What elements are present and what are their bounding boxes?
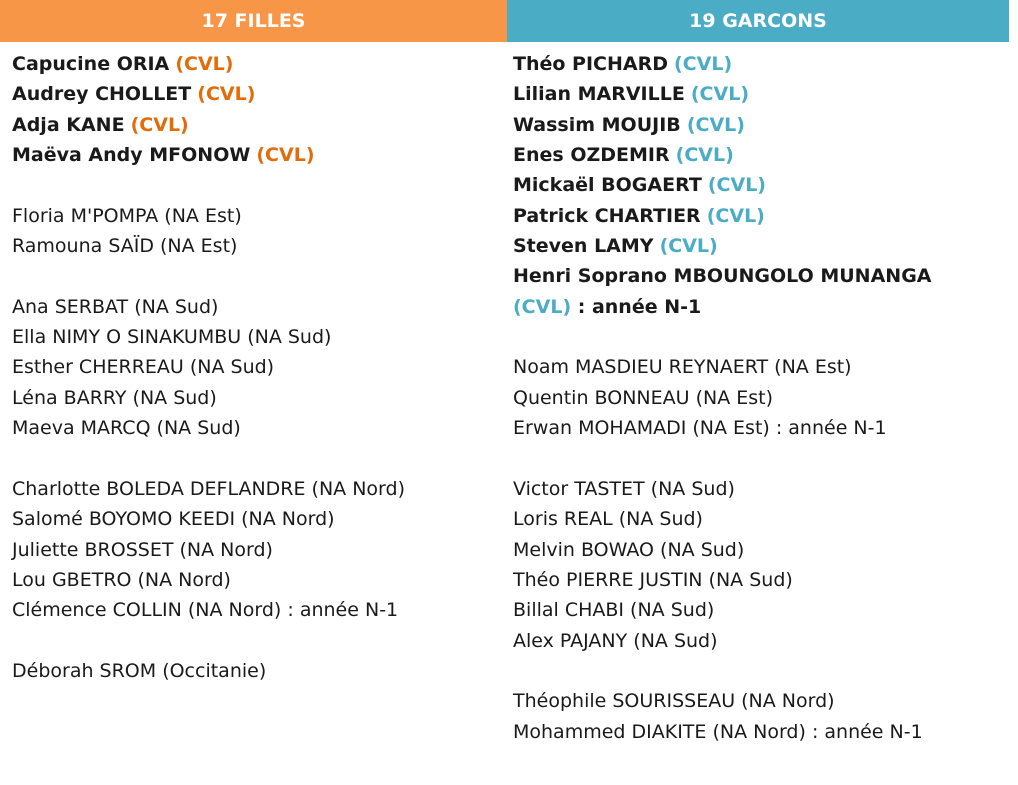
list-item: Billal CHABI (NA Sud) bbox=[513, 599, 715, 622]
boys-cvl-item bbox=[513, 110, 1003, 140]
list-item: Noam MASDIEU REYNAERT (NA Est) bbox=[513, 356, 852, 379]
boys-header-title: 19 GARCONS bbox=[689, 10, 827, 32]
list-item: Ella NIMY O SINAKUMBU (NA Sud) bbox=[12, 326, 332, 349]
name: Lilian MARVILLE bbox=[513, 83, 685, 106]
name: Enes OZDEMIR bbox=[513, 144, 670, 167]
name: Audrey CHOLLET bbox=[12, 83, 192, 106]
list-item: Mohammed DIAKITE (NA Nord) : année N-1 bbox=[513, 720, 923, 743]
name: Théo PICHARD bbox=[513, 53, 668, 75]
list-item: Victor TASTET (NA Sud) bbox=[513, 477, 735, 500]
list-item: Lou GBETRO (NA Nord) bbox=[12, 568, 231, 591]
list-item: Floria M'POMPA (NA Est) bbox=[12, 204, 242, 227]
cvl-tag: (CVL) bbox=[659, 235, 718, 258]
list-item: Ramouna SAÏD (NA Est) bbox=[12, 235, 238, 258]
name: Adja KANE bbox=[12, 113, 125, 136]
list-item: Théophile SOURISSEAU (NA Nord) bbox=[513, 690, 835, 713]
list-item: Salomé BOYOMO KEEDI (NA Nord) bbox=[12, 508, 335, 531]
list-item: Léna BARRY (NA Sud) bbox=[12, 386, 217, 409]
boys-cvl-item bbox=[513, 140, 1003, 170]
spacer bbox=[513, 322, 1003, 352]
list-item: Clémence COLLIN (NA Nord) : année N-1 bbox=[12, 599, 399, 622]
name: Wassim MOUJIB bbox=[513, 113, 681, 136]
girls-cvl-item bbox=[12, 140, 502, 170]
boys-cvl-item bbox=[513, 170, 1003, 200]
boys-cvl-item-tag bbox=[513, 292, 1003, 322]
list-item: Loris REAL (NA Sud) bbox=[513, 508, 703, 531]
list-item: Erwan MOHAMADI (NA Est) : année N-1 bbox=[513, 417, 887, 440]
cvl-tag: (CVL) bbox=[197, 83, 256, 106]
list-item: Charlotte BOLEDA DEFLANDRE (NA Nord) bbox=[12, 477, 405, 500]
name: Capucine ORIA bbox=[12, 53, 170, 75]
boys-cvl-item bbox=[513, 49, 1003, 79]
girls-cvl-item bbox=[12, 79, 502, 109]
spacer bbox=[12, 261, 502, 291]
list-item: Juliette BROSSET (NA Nord) bbox=[12, 538, 273, 561]
spacer bbox=[12, 626, 502, 656]
spacer bbox=[513, 656, 1003, 686]
boys-cvl-item-name: Henri Soprano MBOUNGOLO MUNANGA bbox=[513, 265, 932, 288]
girls-header bbox=[0, 0, 507, 42]
list-item: Théo PIERRE JUSTIN (NA Sud) bbox=[513, 568, 793, 591]
cvl-tag: (CVL) bbox=[175, 53, 234, 75]
cvl-tag: (CVL) bbox=[686, 113, 745, 136]
list-item: Alex PAJANY (NA Sud) bbox=[513, 629, 718, 652]
year-note: : année N-1 bbox=[571, 295, 702, 318]
cvl-tag: (CVL) bbox=[690, 83, 749, 106]
spacer bbox=[12, 170, 502, 200]
name: Mickaël BOGAERT bbox=[513, 174, 702, 197]
boys-cvl-item bbox=[513, 231, 1003, 261]
list-item: Quentin BONNEAU (NA Est) bbox=[513, 386, 773, 409]
cvl-tag: (CVL) bbox=[130, 113, 189, 136]
list-item: Esther CHERREAU (NA Sud) bbox=[12, 356, 275, 379]
name: Maëva Andy MFONOW bbox=[12, 144, 251, 167]
cvl-tag: (CVL) bbox=[707, 174, 766, 197]
girls-header-title: 17 FILLES bbox=[201, 10, 306, 32]
spacer bbox=[513, 443, 1003, 473]
name: Patrick CHARTIER bbox=[513, 204, 701, 227]
boys-list bbox=[513, 49, 1003, 747]
cvl-tag: (CVL) bbox=[513, 295, 572, 318]
list-item: Melvin BOWAO (NA Sud) bbox=[513, 538, 745, 561]
girls-cvl-item bbox=[12, 110, 502, 140]
name: Steven LAMY bbox=[513, 235, 654, 258]
boys-cvl-item bbox=[513, 79, 1003, 109]
boys-cvl-item bbox=[513, 201, 1003, 231]
cvl-tag: (CVL) bbox=[674, 53, 733, 75]
list-item: Maeva MARCQ (NA Sud) bbox=[12, 417, 241, 440]
boys-header bbox=[507, 0, 1009, 42]
girls-cvl-item bbox=[12, 49, 502, 79]
girls-list bbox=[12, 49, 502, 686]
cvl-tag: (CVL) bbox=[675, 144, 734, 167]
cvl-tag: (CVL) bbox=[256, 144, 315, 167]
list-item: Ana SERBAT (NA Sud) bbox=[12, 295, 219, 318]
list-item: Déborah SROM (Occitanie) bbox=[12, 659, 267, 682]
spacer bbox=[12, 443, 502, 473]
cvl-tag: (CVL) bbox=[706, 204, 765, 227]
